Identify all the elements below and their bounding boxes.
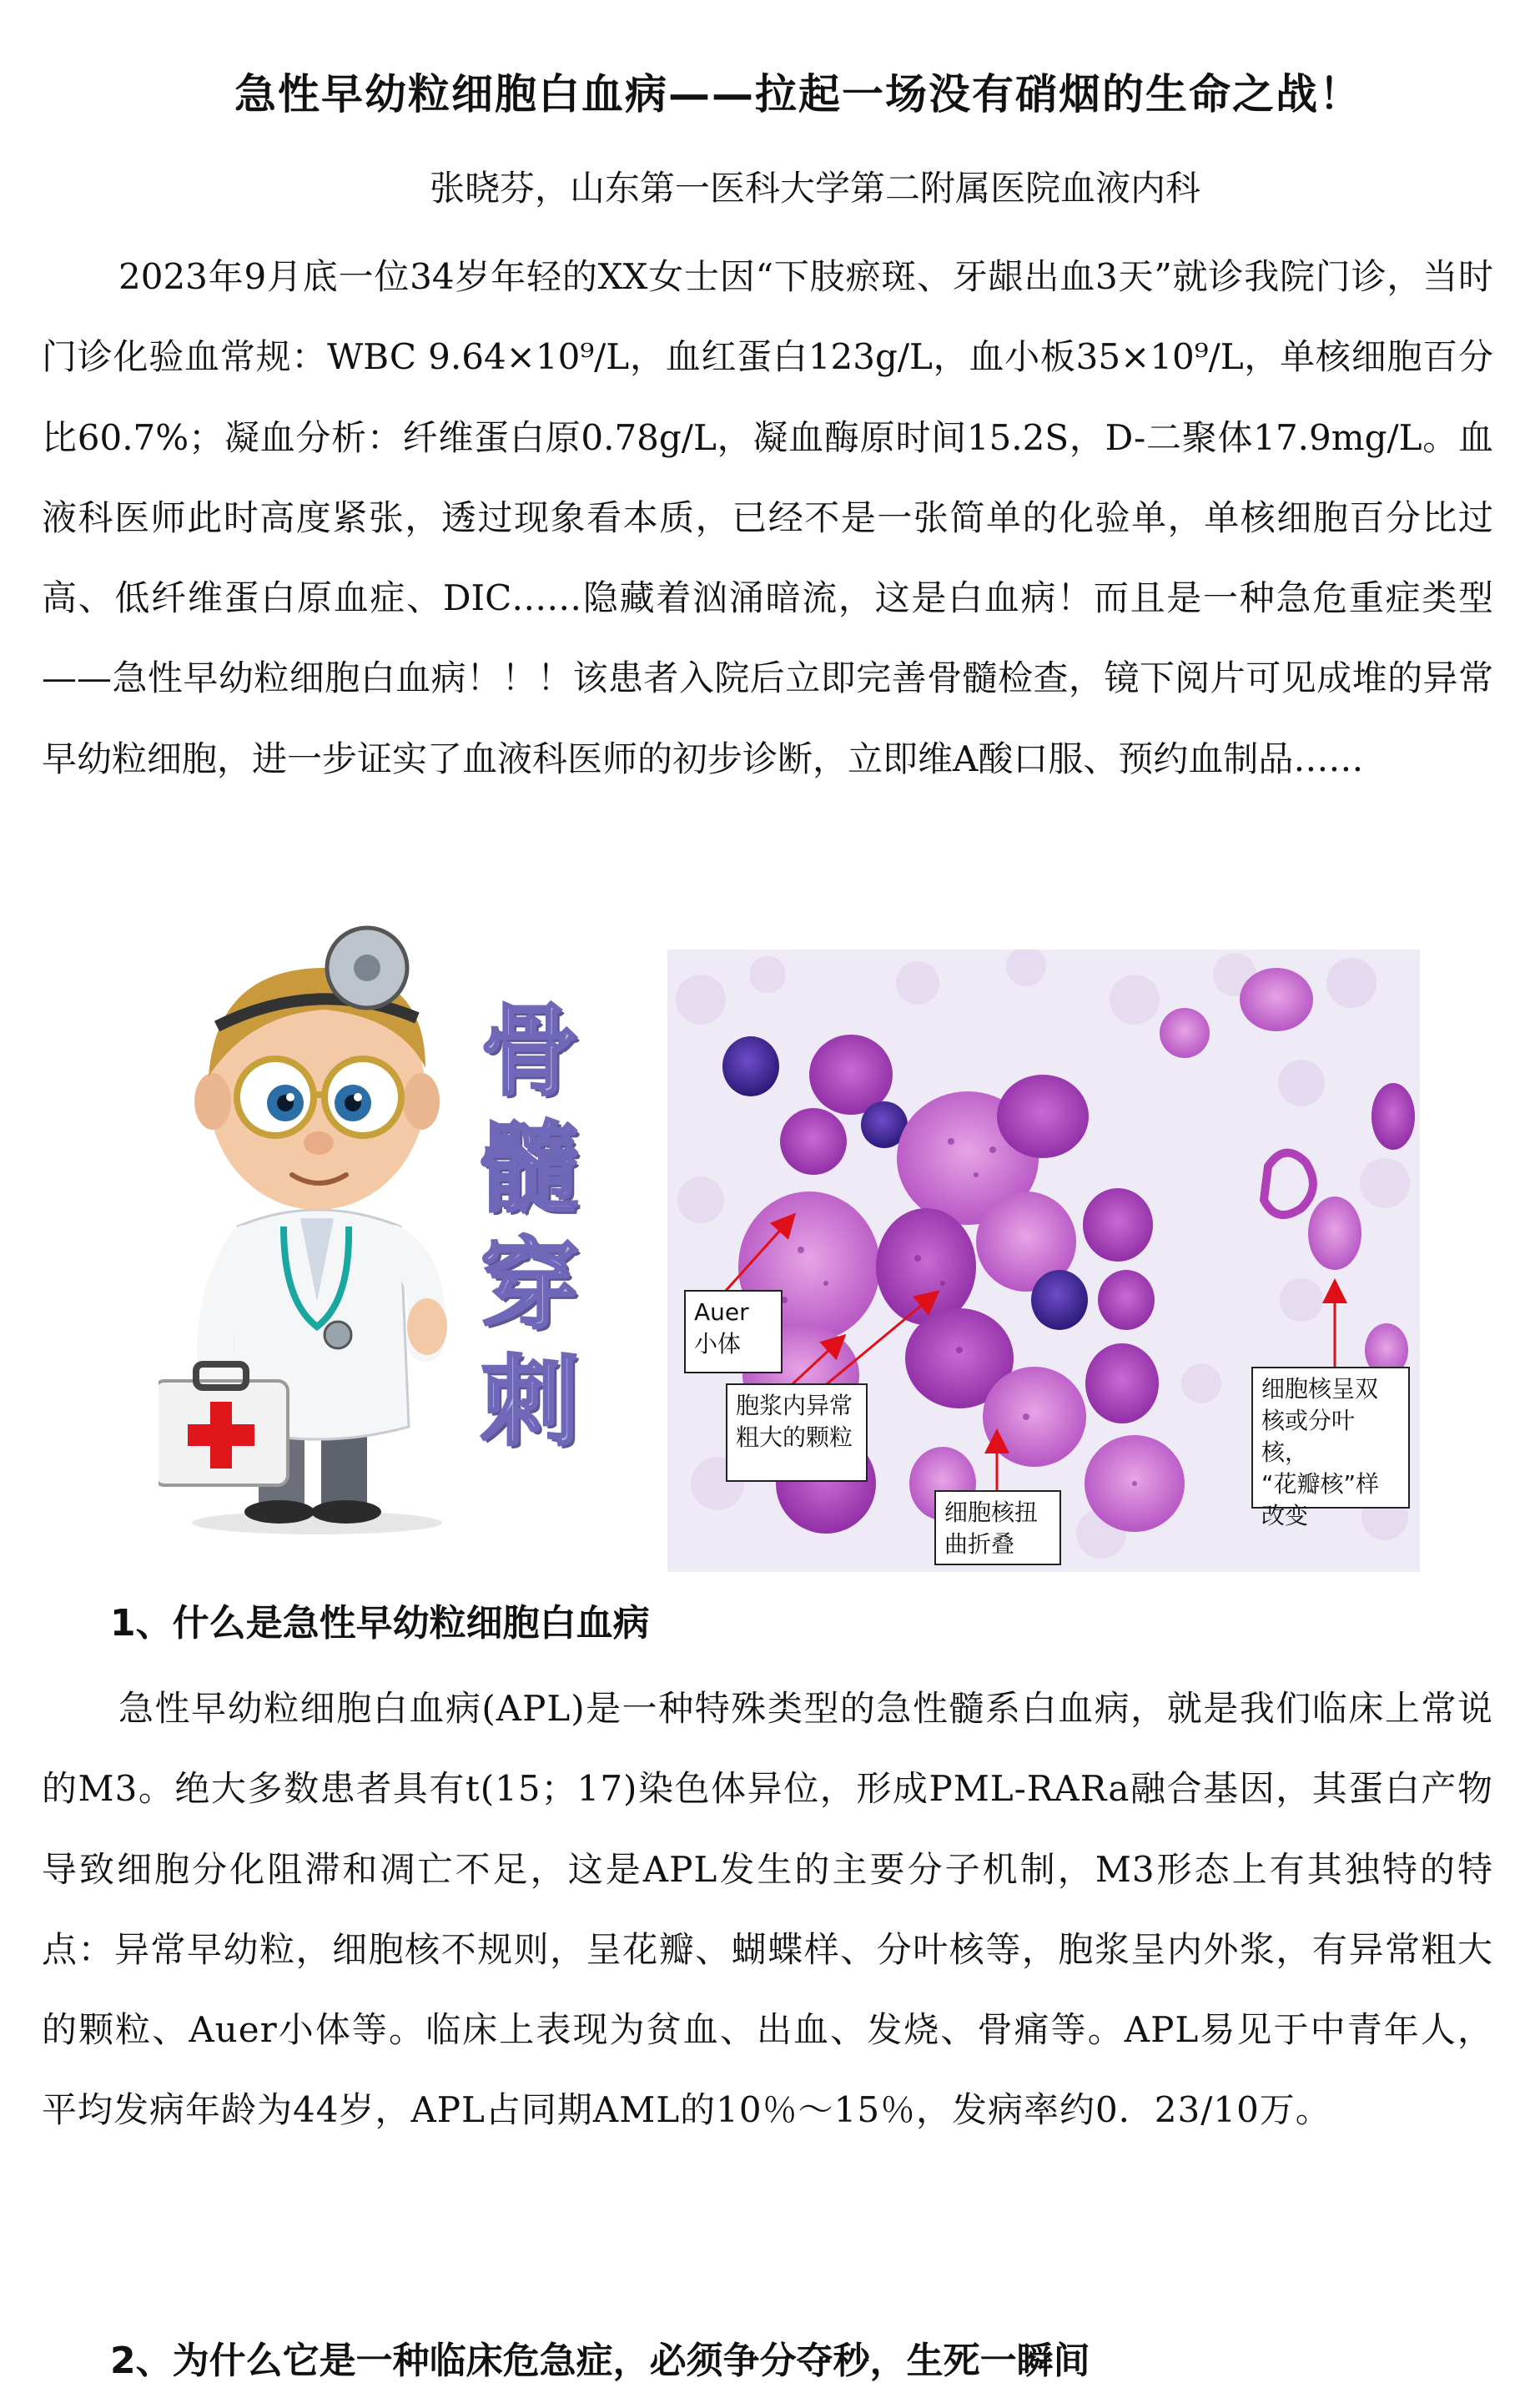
label-abnormal-granules: 胞浆内异常 粗大的颗粒: [726, 1383, 868, 1482]
caption-char: 穿: [480, 1227, 579, 1343]
section-1-heading: 1、什么是急性早幼粒细胞白血病: [110, 1602, 650, 1645]
bone-marrow-micrograph: [667, 950, 1420, 1572]
vertical-caption-bone-marrow-puncture: [476, 993, 584, 1460]
intro-paragraph: 2023年9月底一位34岁年轻的XX女士因“下肢瘀斑、牙龈出血3天”就诊我院门诊，当时门诊化验血常规：WBC 9.64×10⁹/L，血红蛋白123g/L，血小板35×10⁹/L，单核细胞百分比60.7%；凝血分析：纤维蛋白原0.78g/L，凝血酶原时间15.2S，D-二聚体17.9mg/L。血液科医师此时高度紧张，透过现象看本质，已经不是一张简单的化验单，单核细胞百分比过高、低纤维蛋白原血症、DIC……隐藏着汹涌暗流，这是白血病！而且是一种急危重症类型——急性早幼粒细胞白血病！！！该患者入院后立即完善骨髓检查，镜下阅片可见成堆的异常早幼粒细胞，进一步证实了血液科医师的初步诊断，立即维A酸口服、预约血制品……: [42, 256, 1493, 779]
section-1-body: 急性早幼粒细胞白血病(APL)是一种特殊类型的急性髓系白血病，就是我们临床上常说的M3。绝大多数患者具有t(15；17)染色体异位，形成PML-RARa融合基因，其蛋白产物导致细胞分化阻滞和凋亡不足，这是APL发生的主要分子机制，M3形态上有其独特的特点：异常早幼粒，细胞核不规则，呈花瓣、蝴蝶样、分叶核等，胞浆呈内外浆，有异常粗大的颗粒、Auer小体等。临床上表现为贫血、出血、发烧、骨痛等。APL易见于中青年人，平均发病年龄为44岁，APL占同期AML的10％～15％，发病率约0．23/10万。: [42, 1688, 1493, 2131]
author-line: 张晓芬，山东第一医科大学第二附属医院血液内科: [429, 168, 1200, 209]
section-2-heading: 2、为什么它是一种临床危急症，必须争分夺秒，生死一瞬间: [110, 2340, 1090, 2382]
article-title: 急性早幼粒细胞白血病——拉起一场没有硝烟的生命之战！: [234, 70, 1362, 118]
caption-char: 骨: [480, 994, 579, 1109]
label-nucleus-folding: 细胞核扭 曲折叠: [934, 1490, 1061, 1565]
doctor-illustration: [159, 909, 476, 1544]
caption-char: 刺: [480, 1344, 579, 1459]
caption-char: 髓: [480, 1111, 579, 1226]
label-auer-body: Auer 小体: [684, 1290, 783, 1373]
label-petal-nucleus: 细胞核呈双 核或分叶核， “花瓣核”样 改变: [1251, 1367, 1410, 1509]
